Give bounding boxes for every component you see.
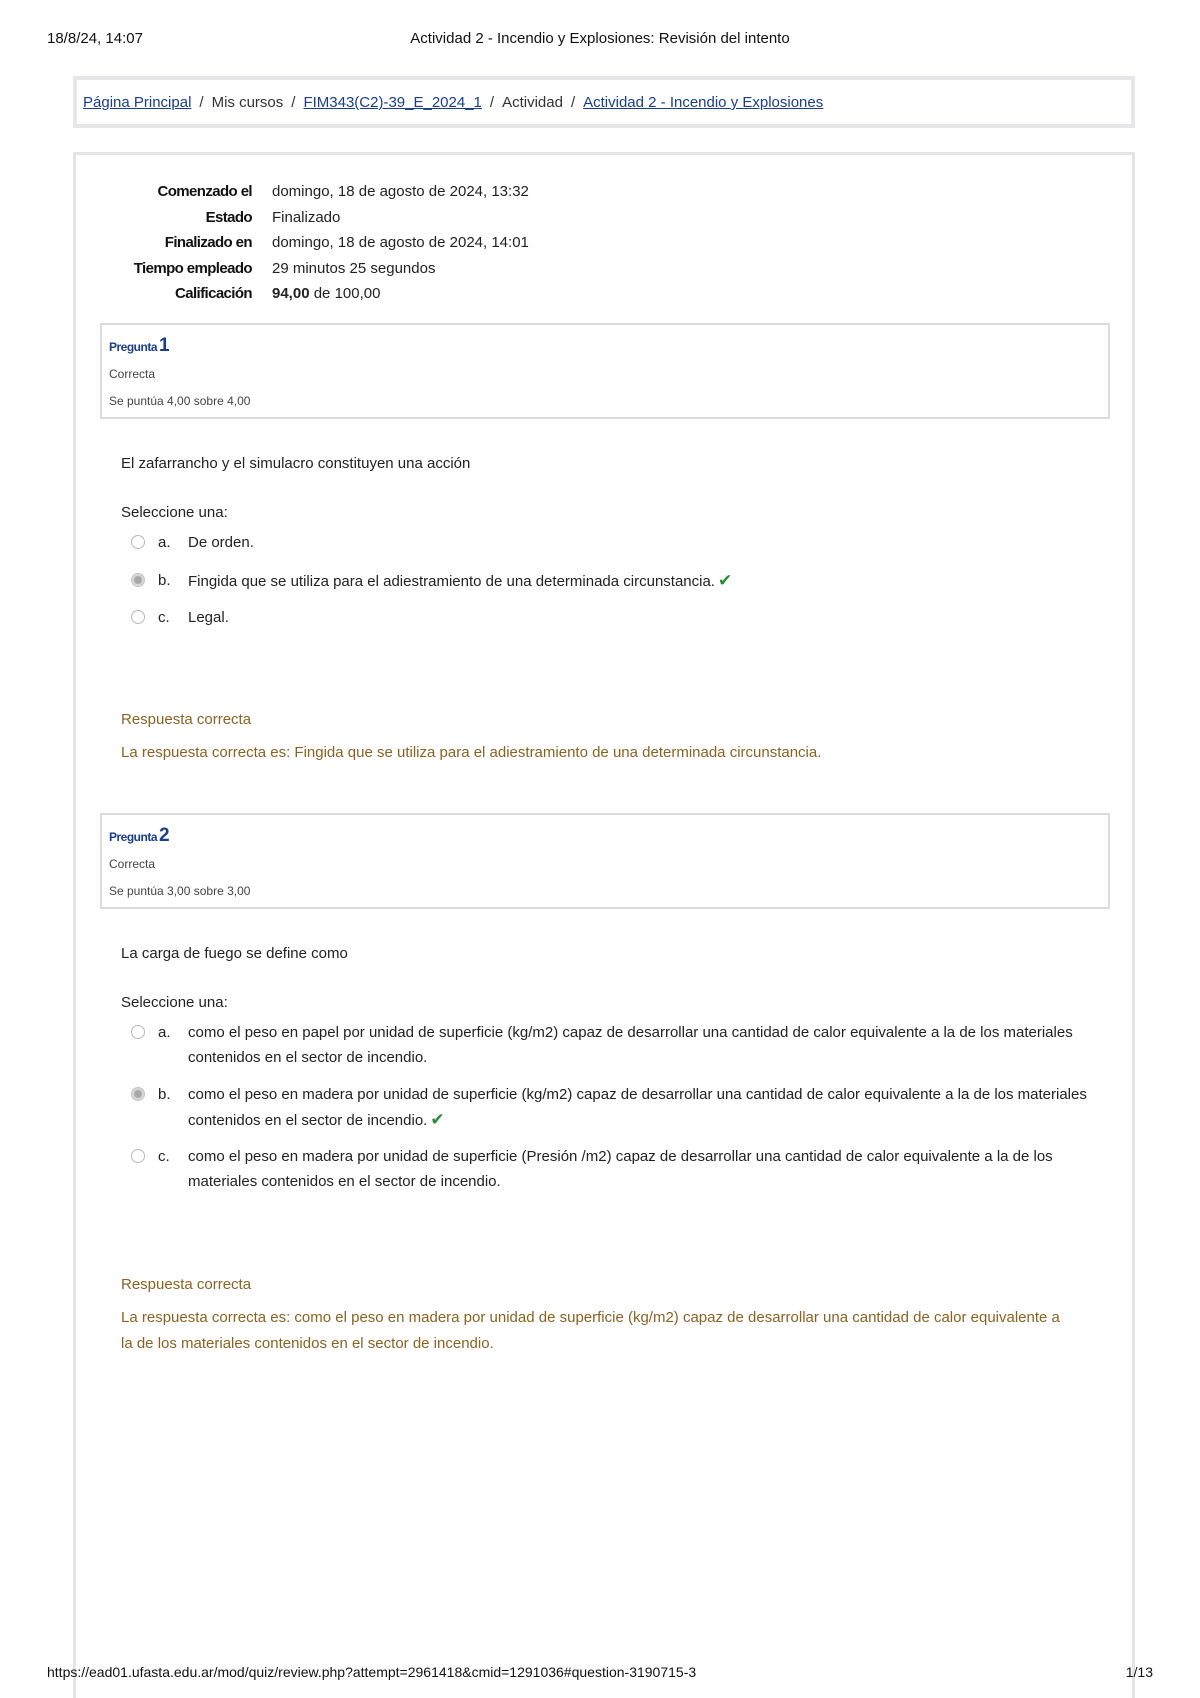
radio-button[interactable] bbox=[131, 1025, 145, 1039]
radio-button[interactable] bbox=[131, 610, 145, 624]
question-1-text: El zafarrancho y el simulacro constituyen una acción bbox=[121, 455, 471, 472]
question-2-option-a[interactable] bbox=[131, 1020, 1091, 1070]
summary-row-started bbox=[76, 183, 1132, 209]
print-footer bbox=[47, 1664, 1153, 1684]
question-number: Pregunta 2 bbox=[109, 825, 170, 846]
option-text: como el peso en madera por unidad de superficie (Presión /m2) capaz de desarrollar una cantidad de calor equivalente a la de los materiales contenidos en el sector de incendio. bbox=[188, 1148, 1053, 1190]
page-number: 1/13 bbox=[1125, 1664, 1153, 1680]
question-grade: Se puntúa 3,00 sobre 3,00 bbox=[109, 884, 251, 898]
summary-row-grade bbox=[76, 285, 1132, 311]
quiz-review-region bbox=[73, 152, 1135, 1698]
summary-label: Estado bbox=[205, 208, 252, 226]
summary-label: Tiempo empleado bbox=[133, 259, 252, 277]
print-date: 18/8/24, 14:07 bbox=[47, 30, 143, 47]
option-text: Fingida que se utiliza para el adiestramiento de una determinada circunstancia. bbox=[188, 573, 715, 590]
summary-row-time bbox=[76, 260, 1132, 286]
option-letter: a. bbox=[158, 1024, 171, 1041]
option-letter: b. bbox=[158, 1086, 171, 1103]
question-2-text: La carga de fuego se define como bbox=[121, 945, 348, 962]
breadcrumb-home-link[interactable]: Página Principal bbox=[83, 94, 192, 111]
question-state: Correcta bbox=[109, 857, 156, 871]
summary-label: Calificación bbox=[175, 285, 252, 302]
radio-button-selected[interactable] bbox=[131, 573, 145, 587]
summary-value: domingo, 18 de agosto de 2024, 13:32 bbox=[272, 183, 529, 200]
option-text: como el peso en papel por unidad de superficie (kg/m2) capaz de desarrollar una cantidad de calor equivalente a la de los materiales contenidos en el sector de incendio. bbox=[188, 1024, 1073, 1066]
question-2-feedback-title: Respuesta correcta bbox=[121, 1276, 252, 1293]
summary-value: domingo, 18 de agosto de 2024, 14:01 bbox=[272, 234, 529, 251]
summary-value bbox=[272, 285, 380, 302]
grade-score: 94,00 bbox=[272, 285, 310, 302]
option-letter: c. bbox=[158, 609, 170, 626]
question-2-feedback-text: La respuesta correcta es: como el peso en madera por unidad de superficie (kg/m2) capaz de desarrollar una cantidad de calor equivalente a la de los materiales contenidos en el sector de incendio. bbox=[121, 1309, 1060, 1352]
summary-row-finished bbox=[76, 234, 1132, 260]
check-icon: ✔ bbox=[430, 1110, 445, 1129]
option-text: como el peso en madera por unidad de superficie (kg/m2) capaz de desarrollar una cantidad de calor equivalente a la de los materiales contenidos en el sector de incendio. bbox=[188, 1086, 1087, 1129]
summary-row-state bbox=[76, 209, 1132, 235]
breadcrumb-courses: Mis cursos bbox=[211, 94, 284, 111]
question-2-option-c[interactable] bbox=[131, 1144, 1091, 1194]
option-letter: a. bbox=[158, 534, 171, 551]
attempt-summary bbox=[76, 183, 1132, 311]
option-letter: b. bbox=[158, 572, 171, 589]
summary-label: Finalizado en bbox=[164, 234, 252, 251]
option-letter: c. bbox=[158, 1148, 170, 1165]
question-1-feedback-title: Respuesta correcta bbox=[121, 711, 252, 728]
question-grade: Se puntúa 4,00 sobre 4,00 bbox=[109, 394, 251, 408]
print-header bbox=[47, 30, 1153, 50]
question-1-option-c[interactable] bbox=[131, 605, 1091, 630]
check-icon: ✔ bbox=[717, 571, 733, 590]
question-1-feedback-text: La respuesta correcta es: Fingida que se utiliza para el adiestramiento de una determinada circunstancia. bbox=[121, 744, 822, 761]
question-state: Correcta bbox=[109, 367, 156, 381]
option-text: De orden. bbox=[188, 534, 254, 551]
question-2-prompt: Seleccione una: bbox=[121, 994, 228, 1011]
breadcrumb-section: Actividad bbox=[502, 94, 563, 111]
question-number: Pregunta 1 bbox=[109, 335, 170, 356]
question-2-option-b[interactable] bbox=[131, 1082, 1091, 1133]
option-text: Legal. bbox=[188, 609, 229, 626]
question-2-info bbox=[100, 813, 1110, 909]
question-1-option-b[interactable] bbox=[131, 568, 1091, 594]
radio-button[interactable] bbox=[131, 535, 145, 549]
question-1-option-a[interactable] bbox=[131, 530, 1091, 555]
print-title: Actividad 2 - Incendio y Explosiones: Revisión del intento bbox=[410, 30, 790, 47]
summary-value: 29 minutos 25 segundos bbox=[272, 259, 436, 277]
breadcrumb-course-link[interactable]: FIM343(C2)-39_E_2024_1 bbox=[303, 94, 482, 111]
question-1-info bbox=[100, 323, 1110, 419]
radio-button-selected[interactable] bbox=[131, 1087, 145, 1101]
breadcrumb: Página Principal / Mis cursos / FIM343(C2)-39_E_2024_1 / Actividad / Actividad 2 - Incendio y Explosiones bbox=[73, 76, 1135, 128]
print-url: https://ead01.ufasta.edu.ar/mod/quiz/review.php?attempt=2961418&cmid=1291036#question-3190715-3 bbox=[47, 1664, 697, 1680]
radio-button[interactable] bbox=[131, 1149, 145, 1163]
grade-total: de 100,00 bbox=[313, 285, 381, 302]
summary-label: Comenzado el bbox=[157, 183, 252, 200]
summary-value: Finalizado bbox=[272, 208, 341, 226]
question-1-prompt: Seleccione una: bbox=[121, 504, 228, 521]
breadcrumb-activity-link[interactable]: Actividad 2 - Incendio y Explosiones bbox=[583, 94, 824, 111]
